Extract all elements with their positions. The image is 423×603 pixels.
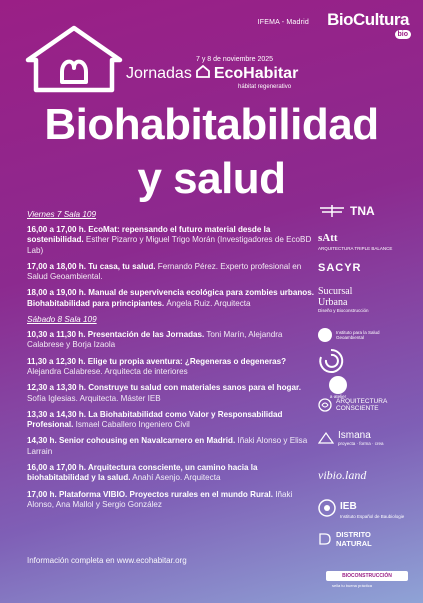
event-speakers: Iñaki Alonso y Elisa Larrain xyxy=(27,436,308,456)
venue-text: IFEMA - Madrid xyxy=(257,19,309,26)
event-item xyxy=(27,463,317,484)
sponsor-arquitectura-consciente xyxy=(318,398,418,412)
day-heading-saturday: Sábado 8 Sala 109 xyxy=(27,315,97,325)
event-item xyxy=(27,490,317,511)
event-speakers: Iñaki Alonso, Ana Mallol y Sergio González xyxy=(27,489,293,509)
biocultura-wordmark: BioCultura xyxy=(327,10,409,29)
bioconstruccion-badge: BIOCONSTRUCCIÓN xyxy=(326,571,408,581)
event-item xyxy=(27,357,317,378)
sponsor-vibio xyxy=(318,468,418,483)
atelier-name: a·atelier xyxy=(329,394,347,399)
ecohabitar-label: EcoHabitar xyxy=(213,65,299,82)
sponsor-tna xyxy=(318,204,418,218)
sponsor-distrito-natural xyxy=(318,530,418,548)
ismana-name: Ismana xyxy=(338,430,371,441)
ismana-sub: proyecta · forma · crea xyxy=(338,441,384,446)
bioconstruccion-sub: sella tu buena práctica xyxy=(332,583,373,588)
sponsor-satt xyxy=(318,228,418,251)
sponsor-atelier xyxy=(318,376,418,399)
dragonfly-icon xyxy=(318,205,346,217)
urbana-name: Urbana xyxy=(318,297,348,308)
tagline: hábitat regenerativo xyxy=(238,84,292,90)
sponsor-instituto xyxy=(318,328,418,342)
distrito-name: DISTRITO xyxy=(336,530,371,539)
event-speakers: Sofía Iglesias. Arquitecta. Máster IEB xyxy=(27,393,161,403)
event-speakers: Fernando Pérez. Experto profesional en Salud Geoambiental. xyxy=(27,261,302,282)
program-list xyxy=(27,210,317,516)
satt-sub: ARQUITECTURA TRIPLE BALANCE xyxy=(318,246,393,251)
event-title: 10,30 a 11,30 h. Presentación de las Jornadas. xyxy=(27,330,205,340)
event-item xyxy=(27,436,317,457)
event-speakers: Anahí Asenjo. Arquitecta xyxy=(132,473,221,483)
ieb-sub: Instituto Español de Baubiologie xyxy=(340,514,405,519)
event-item xyxy=(27,288,317,309)
ecohabitar-house-logo-icon xyxy=(22,22,126,96)
jornadas-ecohabitar-logo xyxy=(126,65,298,83)
website-note: Información completa en www.ecohabitar.org xyxy=(27,556,187,565)
event-title: 17,00 a 18,00 h. Tu casa, tu salud. xyxy=(27,261,156,271)
event-title: 18,00 a 19,00 h. Manual de supervivencia ecológica para zombies urbanos. Biohabitabilidad para principiantes. xyxy=(27,288,314,308)
biocultura-logo xyxy=(327,10,409,30)
atelier-logo-icon xyxy=(329,376,347,394)
event-dates: 7 y 8 de noviembre 2025 xyxy=(196,56,274,63)
urbana-sub: Diseño y Bioconstrucción xyxy=(318,308,369,313)
event-item xyxy=(27,383,317,404)
satt-name: sAtt xyxy=(318,232,338,244)
arq-line-2: CONSCIENTE xyxy=(336,405,379,412)
tna-name: TNA xyxy=(350,204,375,218)
event-title: 14,30 h. Senior cohousing en Navalcarnero en Madrid. xyxy=(27,436,236,446)
event-item xyxy=(27,262,317,283)
vibio-name: vibio.land xyxy=(318,468,367,482)
instituto-name: Instituto para la Salud Geoambiental xyxy=(336,330,380,340)
bio-badge: bio xyxy=(395,30,412,39)
main-title-line-2: y salud xyxy=(137,154,286,203)
event-speakers: Alejandra Calabrese. Arquitecta de interiores xyxy=(27,366,188,376)
consciente-logo-icon xyxy=(318,398,332,412)
ecohabitar-house-small-icon xyxy=(196,65,210,78)
event-title: 11,30 a 12,30 h. Elige tu propia aventura: ¿Regeneras o degeneras? xyxy=(27,356,287,366)
ismana-logo-icon xyxy=(318,431,334,445)
sponsor-spiral xyxy=(318,348,418,374)
sponsor-ieb xyxy=(318,496,418,519)
event-item xyxy=(27,330,317,351)
jornadas-label: Jornadas xyxy=(126,65,192,82)
event-title: 13,30 a 14,30 h. La Biohabitabilidad como Valor y Responsabilidad Profesional. xyxy=(27,409,283,430)
event-title: 12,30 a 13,30 h. Construye tu salud con materiales sanos para el hogar. xyxy=(27,383,301,393)
arq-line-1: ARQUITECTURA xyxy=(336,398,388,405)
sponsor-sacyr xyxy=(318,262,418,274)
event-speakers: Ismael Caballero Ingeniero Civil xyxy=(75,420,190,430)
event-title: 16,00 a 17,00 h. Arquitectura consciente, un camino hacia la biohabitabilidad y la salud. xyxy=(27,463,258,483)
event-speakers: Toni Marín, Alejandra Calabrese y Borja Izaola xyxy=(27,330,283,350)
event-title: 16,00 a 17,00 h. EcoMat: repensando el futuro material desde la sostenibilidad. xyxy=(27,225,271,245)
main-title-line-1: Biohabitabilidad xyxy=(44,100,379,149)
day-heading-friday: Viernes 7 Sala 109 xyxy=(27,210,97,219)
event-speakers: Esther Pizarro y Miguel Trigo Morán (Investigadores de EcoBD Lab) xyxy=(27,235,312,255)
sponsor-ismana xyxy=(318,430,418,446)
spiral-logo-icon xyxy=(318,348,344,374)
ieb-logo-icon xyxy=(318,499,336,517)
ieb-name: IEB xyxy=(340,501,357,512)
event-speakers: Ángela Ruiz. Arquitecta xyxy=(166,298,251,308)
sacyr-name: SACYR xyxy=(318,262,362,274)
event-item xyxy=(27,410,317,431)
sucursal-name: Sucursal xyxy=(318,286,353,297)
natural-name: NATURAL xyxy=(336,539,372,548)
event-title: 17,00 h. Plataforma VIBIO. Proyectos rurales en el mundo Rural. xyxy=(27,489,274,499)
sponsor-sucursal-urbana xyxy=(318,286,418,313)
event-item xyxy=(27,225,317,256)
instituto-logo-icon xyxy=(318,328,332,342)
distrito-logo-icon xyxy=(318,532,332,546)
